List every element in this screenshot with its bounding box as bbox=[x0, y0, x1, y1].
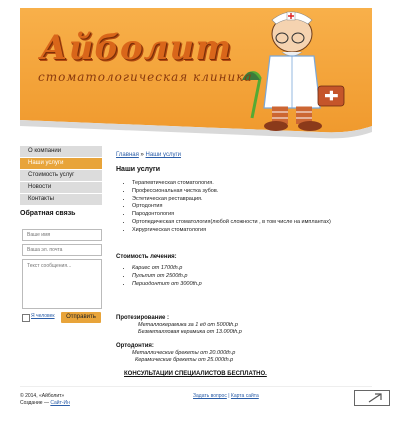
site-logo[interactable]: Айболит bbox=[40, 28, 233, 68]
nav-item-prices[interactable]: Стоимость услуг bbox=[20, 170, 102, 181]
send-button[interactable]: Отправить bbox=[61, 312, 101, 323]
breadcrumb bbox=[116, 152, 181, 158]
nav-item-contacts[interactable]: Контакты bbox=[20, 194, 102, 205]
list-item: • Пульпит от 2500th.p bbox=[132, 273, 202, 281]
list-item: • Эстетическая реставрация. bbox=[132, 196, 331, 204]
feedback-title: Обратная связь bbox=[20, 210, 76, 217]
cost-title: Стоимость лечения: bbox=[116, 254, 177, 260]
prosthetics-item: Металлокерамика за 1 ед от 5000th.p bbox=[138, 322, 238, 328]
page-title: Наши услуги bbox=[116, 166, 161, 173]
footer-links bbox=[193, 393, 259, 399]
list-item: • Профессиональная чистка зубов. bbox=[132, 188, 331, 196]
services-list bbox=[120, 180, 331, 235]
ortho-item: Металлические брекеты от 20.000th.p bbox=[132, 350, 236, 356]
breadcrumb-home[interactable]: Главная bbox=[116, 152, 139, 158]
ortho-item: Керамические брекеты от 25.000th.p bbox=[135, 357, 234, 363]
free-consult-banner[interactable]: КОНСУЛЬТАЦИИ СПЕЦИАЛИСТОВ БЕСПЛАТНО. bbox=[124, 371, 267, 377]
created-by bbox=[20, 400, 70, 406]
breadcrumb-current[interactable]: Наши услуги bbox=[145, 152, 182, 158]
email-input[interactable] bbox=[22, 244, 102, 256]
nav-item-services[interactable]: Наши услуги bbox=[20, 158, 102, 169]
cost-list bbox=[120, 265, 202, 288]
nav-item-news[interactable]: Новости bbox=[20, 182, 102, 193]
list-item: • Периодонтит от 3000th.p bbox=[132, 281, 202, 289]
name-input[interactable] bbox=[22, 229, 102, 241]
copyright: © 2014, «Айболит» bbox=[20, 393, 65, 399]
captcha-checkbox[interactable] bbox=[22, 314, 30, 322]
prosthetics-label: Протезирование : bbox=[116, 315, 170, 321]
ask-question-link[interactable]: Задать вопрос bbox=[193, 393, 227, 399]
site-header bbox=[20, 8, 372, 142]
nav-item-about[interactable]: О компании bbox=[20, 146, 102, 157]
list-item: • Терапевтическая стоматология. bbox=[132, 180, 331, 188]
sidebar-nav bbox=[20, 146, 102, 206]
captcha-label[interactable]: Я человек bbox=[31, 313, 55, 319]
list-item: • Ортодонтия bbox=[132, 203, 331, 211]
created-link[interactable]: Сайт-Ин bbox=[50, 400, 70, 406]
list-item: • Ортопедическая стоматология(любой сложности , в том числе на имплантах) bbox=[132, 219, 331, 227]
prosthetics-item: Безметалловая керамика от 13.000th.p bbox=[138, 329, 242, 335]
site-tagline: стоматологическая клиника bbox=[38, 70, 253, 84]
footer-divider bbox=[20, 386, 372, 387]
created-prefix: Создание — bbox=[20, 400, 49, 406]
list-item: • Пародонтология bbox=[132, 211, 331, 219]
breadcrumb-separator: » bbox=[140, 152, 144, 158]
message-textarea[interactable] bbox=[22, 259, 102, 309]
site-counter[interactable] bbox=[354, 390, 390, 406]
ortho-label: Ортодонтия: bbox=[116, 343, 154, 349]
arrow-icon bbox=[355, 391, 389, 405]
list-item: • Хирургическая стоматология bbox=[132, 227, 331, 235]
list-item: • Кариес от 1700th.p bbox=[132, 265, 202, 273]
sitemap-link[interactable]: Карта сайта bbox=[230, 393, 259, 399]
footer-links-separator: | bbox=[228, 393, 230, 399]
